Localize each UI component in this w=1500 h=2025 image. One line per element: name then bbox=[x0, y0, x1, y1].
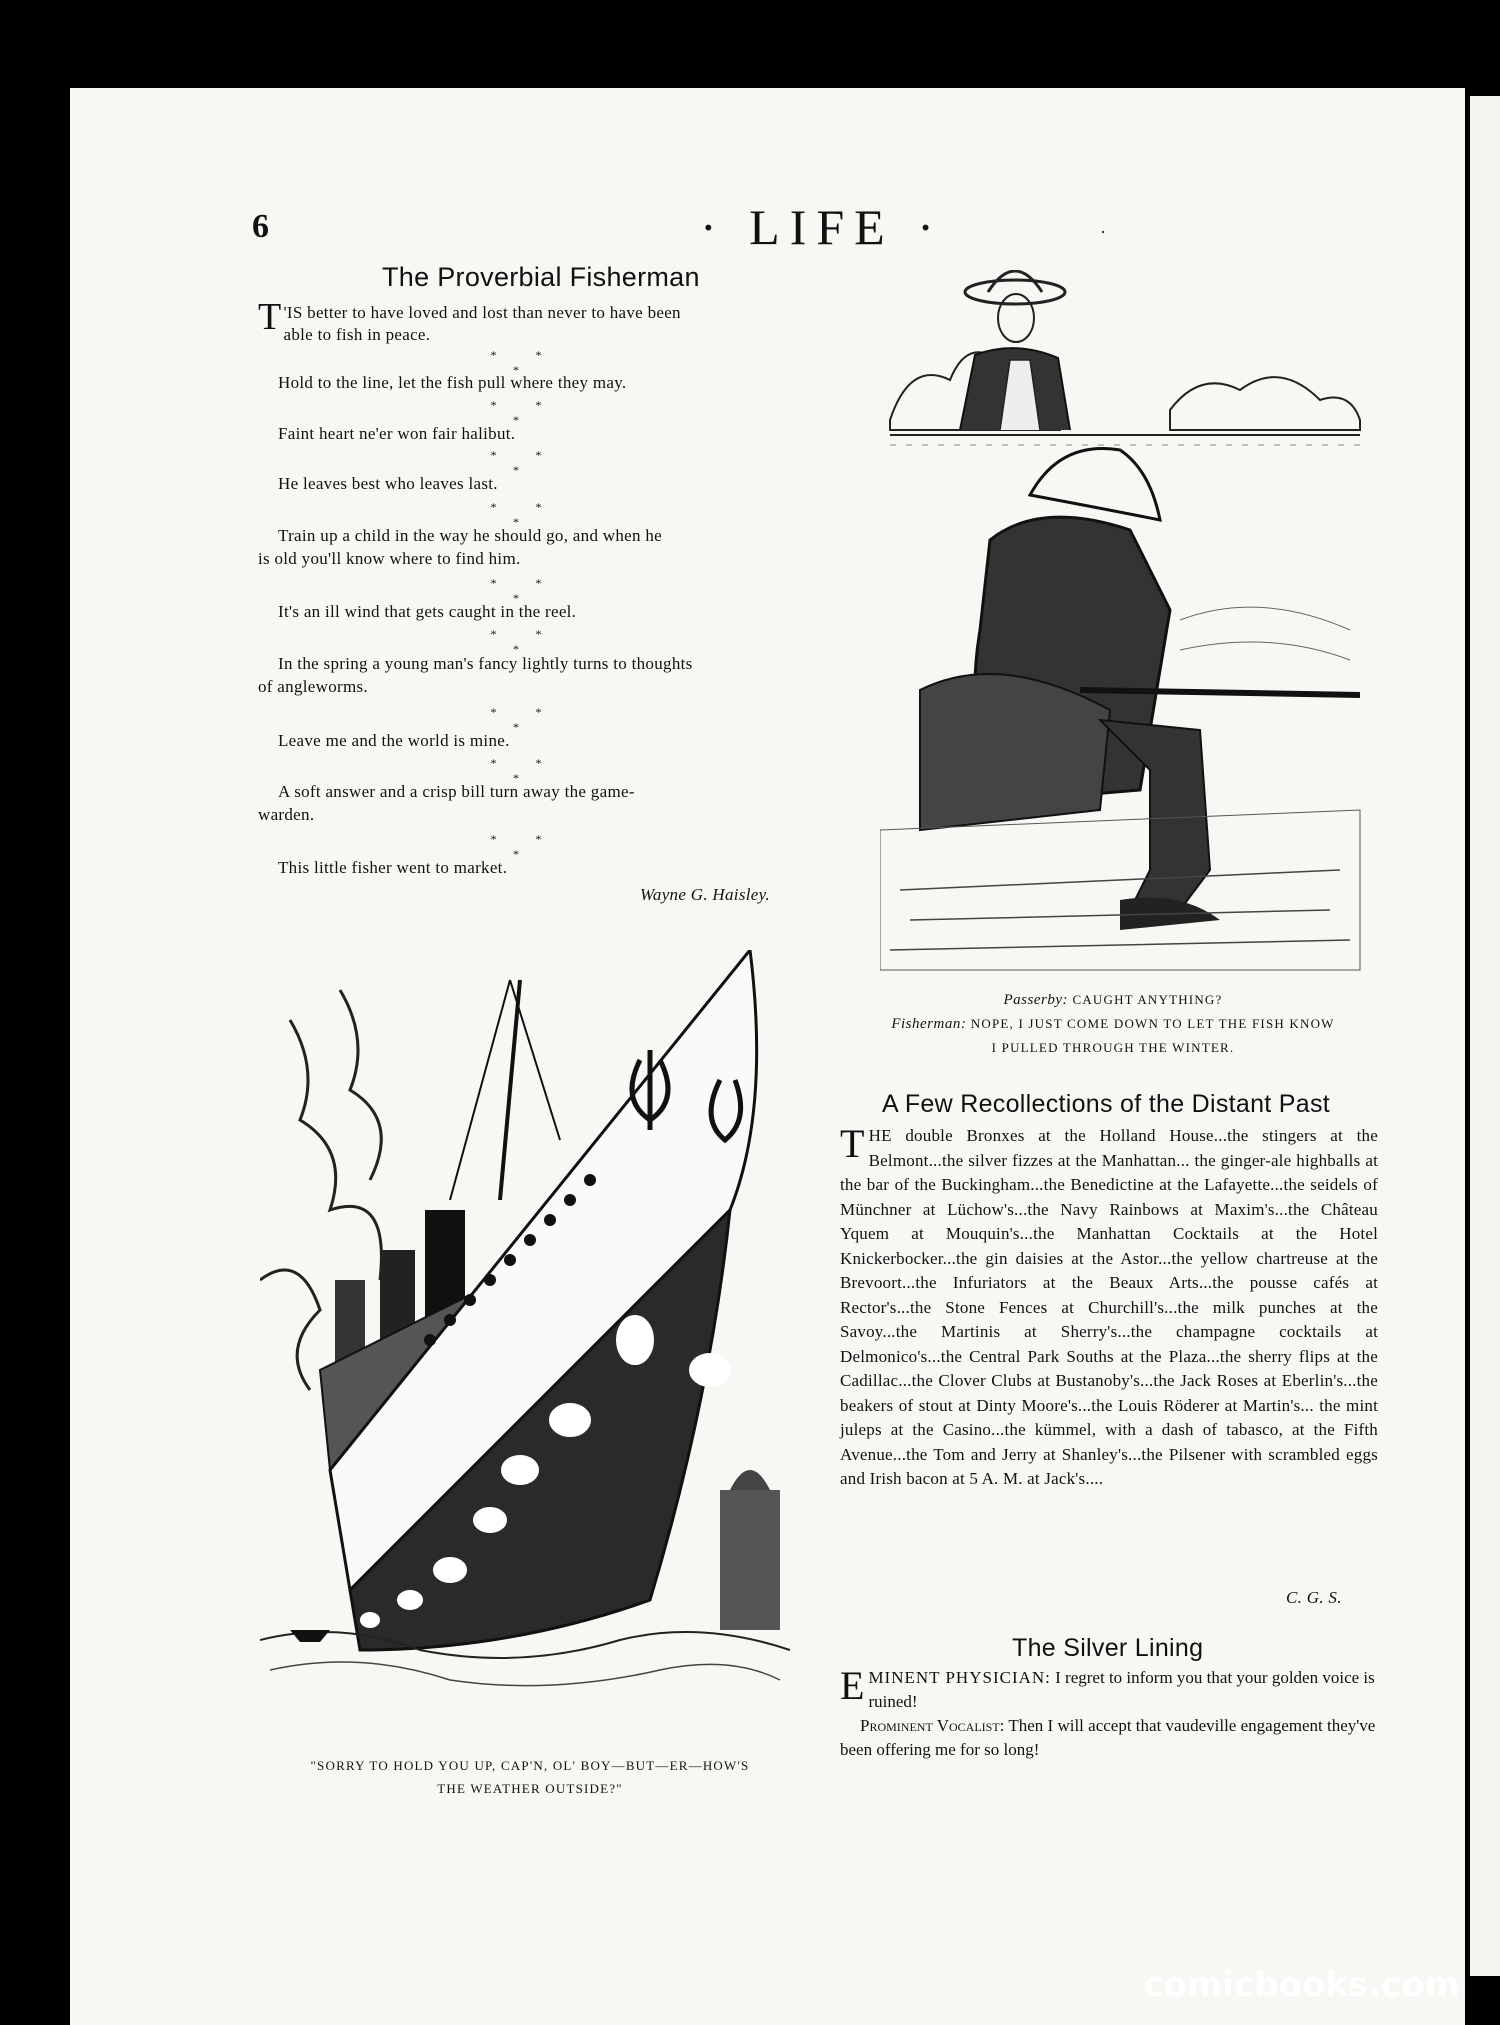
ship-illustration bbox=[260, 950, 790, 1730]
separator-stars: * * * bbox=[490, 500, 560, 529]
separator-stars: * * * bbox=[490, 832, 560, 861]
silver-lining-body bbox=[840, 1663, 1378, 1762]
caption-speaker: Passerby: bbox=[1003, 992, 1068, 1008]
caption-text: NOPE, I JUST COME DOWN TO LET THE FISH KNOW bbox=[970, 1016, 1335, 1031]
fisherman-caption-line1 bbox=[848, 992, 1378, 1009]
separator-stars: * * * bbox=[490, 398, 560, 427]
recollections-title: A Few Recollections of the Distant Past bbox=[882, 1090, 1331, 1118]
separator-stars: * * * bbox=[490, 627, 560, 656]
separator-stars: * * * bbox=[490, 705, 560, 734]
recollections-text: HE double Bronxes at the Holland House...the stingers at the Belmont...the silver fizzes at the Manhattan... the ginger-ale highballs at the bar of the Buckingham...the Benedictine at the Lafayette...the seidels of Münchner at Lüchow's...the Navy Rainbows at Maxim's...the Château Yquem at Mouquin's...the Manhattan Cocktails at the Hotel Knickerbocker...the gin daisies at the Astor...the yellow chartreuse at the Brevoort...the Infuriators at the Beaux Arts...the pousse cafés at Rector's...the Stone Fences at Churchill's...the milk punches at the Savoy...the Martinis at Sherry's...the champagne cocktails at Delmonico's...the Central Park Souths at the Plaza...the sherry flips at the Cadillac...the Clover Clubs at Bustanoby's...the Jack Roses at Eberlin's...the beakers of stout at Dinty Moore's...the Louis Röderer at Martin's... the mint juleps at the Casino...the kümmel, with a dash of tabasco, at the Fifth Avenue...the Tom and Jerry at Shanley's...the Pilsener with scrambled eggs and Irish bacon at 5 A. M. at Jack's.... bbox=[840, 1126, 1378, 1488]
caption-text: CAUGHT ANYTHING? bbox=[1072, 992, 1223, 1007]
page-number: 6 bbox=[252, 208, 269, 245]
saying: A soft answer and a crisp bill turn away the game- bbox=[278, 782, 635, 801]
caption-speaker: Fisherman: bbox=[891, 1016, 967, 1032]
speaker-vocalist: Prominent Vocalist: bbox=[860, 1716, 1005, 1735]
ship-caption-line1: "SORRY TO HOLD YOU UP, CAP'N, OL' BOY—BUT—ER—HOW'S bbox=[310, 1758, 750, 1773]
saying: is old you'll know where to find him. bbox=[258, 549, 521, 568]
saying: Leave me and the world is mine. bbox=[278, 731, 510, 750]
ship-caption-line2: THE WEATHER OUTSIDE?" bbox=[437, 1781, 623, 1796]
fisherman-caption-line3: I PULLED THROUGH THE WINTER. bbox=[991, 1040, 1235, 1055]
separator-stars: * * * bbox=[490, 756, 560, 785]
recollections-author: C. G. S. bbox=[1286, 1588, 1342, 1607]
saying: warden. bbox=[258, 805, 315, 824]
proverbial-opening bbox=[258, 296, 798, 346]
saying: of angleworms. bbox=[258, 677, 368, 696]
speaker-physician: MINENT PHYSICIAN: bbox=[868, 1668, 1051, 1687]
proverbial-first-line-cont: able to fish in peace. bbox=[283, 325, 431, 344]
saying: In the spring a young man's fancy lightly turns to thoughts bbox=[278, 654, 693, 673]
vocalist-line: Then I will accept that vaudeville engagement they've been offering me for so long! bbox=[840, 1716, 1376, 1759]
next-page-edge bbox=[1470, 96, 1500, 1976]
recollections-dropcap: T bbox=[840, 1121, 865, 1166]
proverbial-title: The Proverbial Fisherman bbox=[382, 262, 700, 292]
separator-stars: * * * bbox=[490, 448, 560, 477]
fisherman-illustration bbox=[880, 270, 1370, 980]
recollections-body bbox=[840, 1121, 1378, 1492]
physician-line: I regret to inform you that your golden voice is ruined! bbox=[868, 1668, 1375, 1711]
separator-stars: * * * bbox=[490, 348, 560, 377]
silver-dropcap: E bbox=[840, 1663, 865, 1708]
proverbial-first-line: 'IS better to have loved and lost than never to have been bbox=[283, 303, 681, 322]
saying: Hold to the line, let the fish pull where they may. bbox=[278, 373, 627, 392]
saying: It's an ill wind that gets caught in the reel. bbox=[278, 602, 577, 621]
saying: This little fisher went to market. bbox=[278, 858, 508, 877]
fisherman-caption-line2 bbox=[838, 1016, 1388, 1033]
silver-lining-title: The Silver Lining bbox=[1012, 1634, 1204, 1662]
proverbial-author: Wayne G. Haisley. bbox=[640, 885, 771, 904]
saying: He leaves best who leaves last. bbox=[278, 474, 498, 493]
separator-stars: * * * bbox=[490, 576, 560, 605]
site-logo: comicbooks.com bbox=[1143, 1965, 1460, 2005]
saying: Train up a child in the way he should go, and when he bbox=[278, 526, 663, 545]
masthead: · LIFE · bbox=[700, 199, 944, 255]
proverbial-dropcap: T bbox=[258, 296, 282, 338]
masthead-dot: · bbox=[1100, 222, 1106, 242]
saying: Faint heart ne'er won fair halibut. bbox=[278, 424, 516, 443]
